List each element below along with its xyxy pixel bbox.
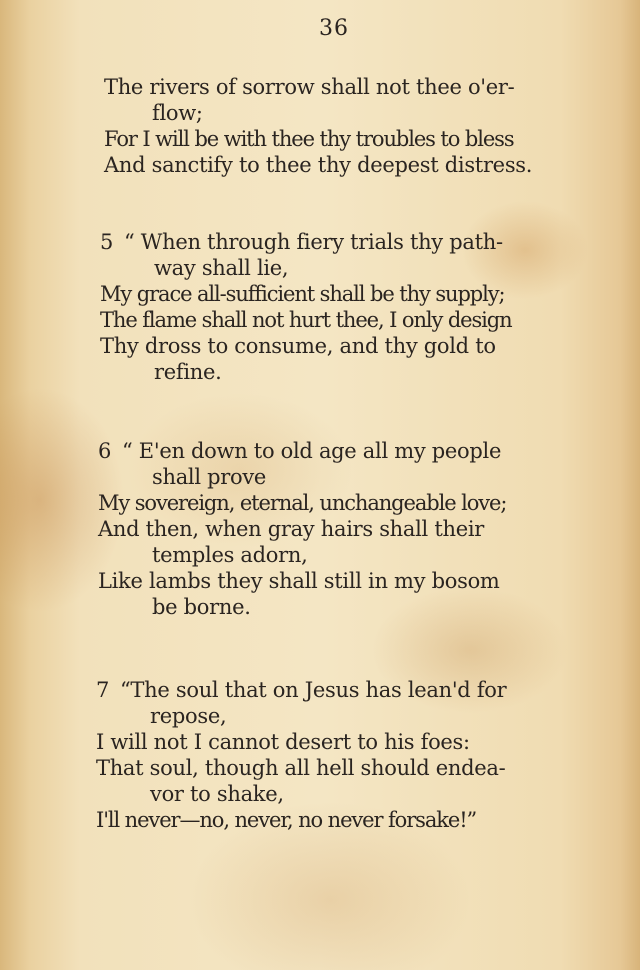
verse-line: My sovereign, eternal, unchangeable love; — [98, 491, 507, 515]
verse-line: For I will be with thee thy troubles to bless — [104, 127, 514, 151]
verse-line: temples adorn, — [152, 543, 308, 567]
verse-line: be borne. — [152, 595, 251, 619]
verse-line: That soul, though all hell should endea- — [96, 756, 506, 780]
verse-line: And then, when gray hairs shall their — [98, 517, 484, 541]
stanza-continuation — [104, 74, 584, 178]
verse-line: refine. — [154, 360, 222, 384]
page-number: 36 — [319, 16, 349, 41]
verse-line: repose, — [150, 704, 227, 728]
stanza-number: 6 — [98, 439, 112, 463]
stanza-number: 7 — [96, 678, 110, 702]
verse-line: Thy dross to consume, and thy gold to — [100, 334, 496, 358]
verse-line: flow; — [152, 101, 203, 125]
verse-line: way shall lie, — [154, 256, 289, 280]
verse-line: Like lambs they shall still in my bosom — [98, 569, 500, 593]
verse-line: I will not I cannot desert to his foes: — [96, 730, 470, 754]
verse-line: vor to shake, — [150, 782, 284, 806]
stanza-number: 5 — [100, 230, 114, 254]
verse-line — [100, 229, 580, 255]
stanza-6 — [98, 438, 578, 620]
stanza-5 — [100, 229, 580, 385]
verse-line — [96, 677, 576, 703]
verse-text: “ When through fiery trials thy path- — [124, 230, 503, 254]
verse-line: shall prove — [152, 465, 267, 489]
verse-line: And sanctify to thee thy deepest distress. — [104, 153, 533, 177]
stanza-7 — [96, 677, 576, 833]
verse-text: “ E'en down to old age all my people — [122, 439, 502, 463]
verse-text: “The soul that on Jesus has lean'd for — [120, 678, 507, 702]
verse-line: My grace all-sufficient shall be thy supply; — [100, 282, 505, 306]
verse-line: The flame shall not hurt thee, I only design — [100, 308, 512, 332]
verse-line: I'll never—no, never, no never forsake!” — [96, 808, 477, 832]
verse-line: The rivers of sorrow shall not thee o'er- — [104, 75, 515, 99]
verse-line — [98, 438, 578, 464]
